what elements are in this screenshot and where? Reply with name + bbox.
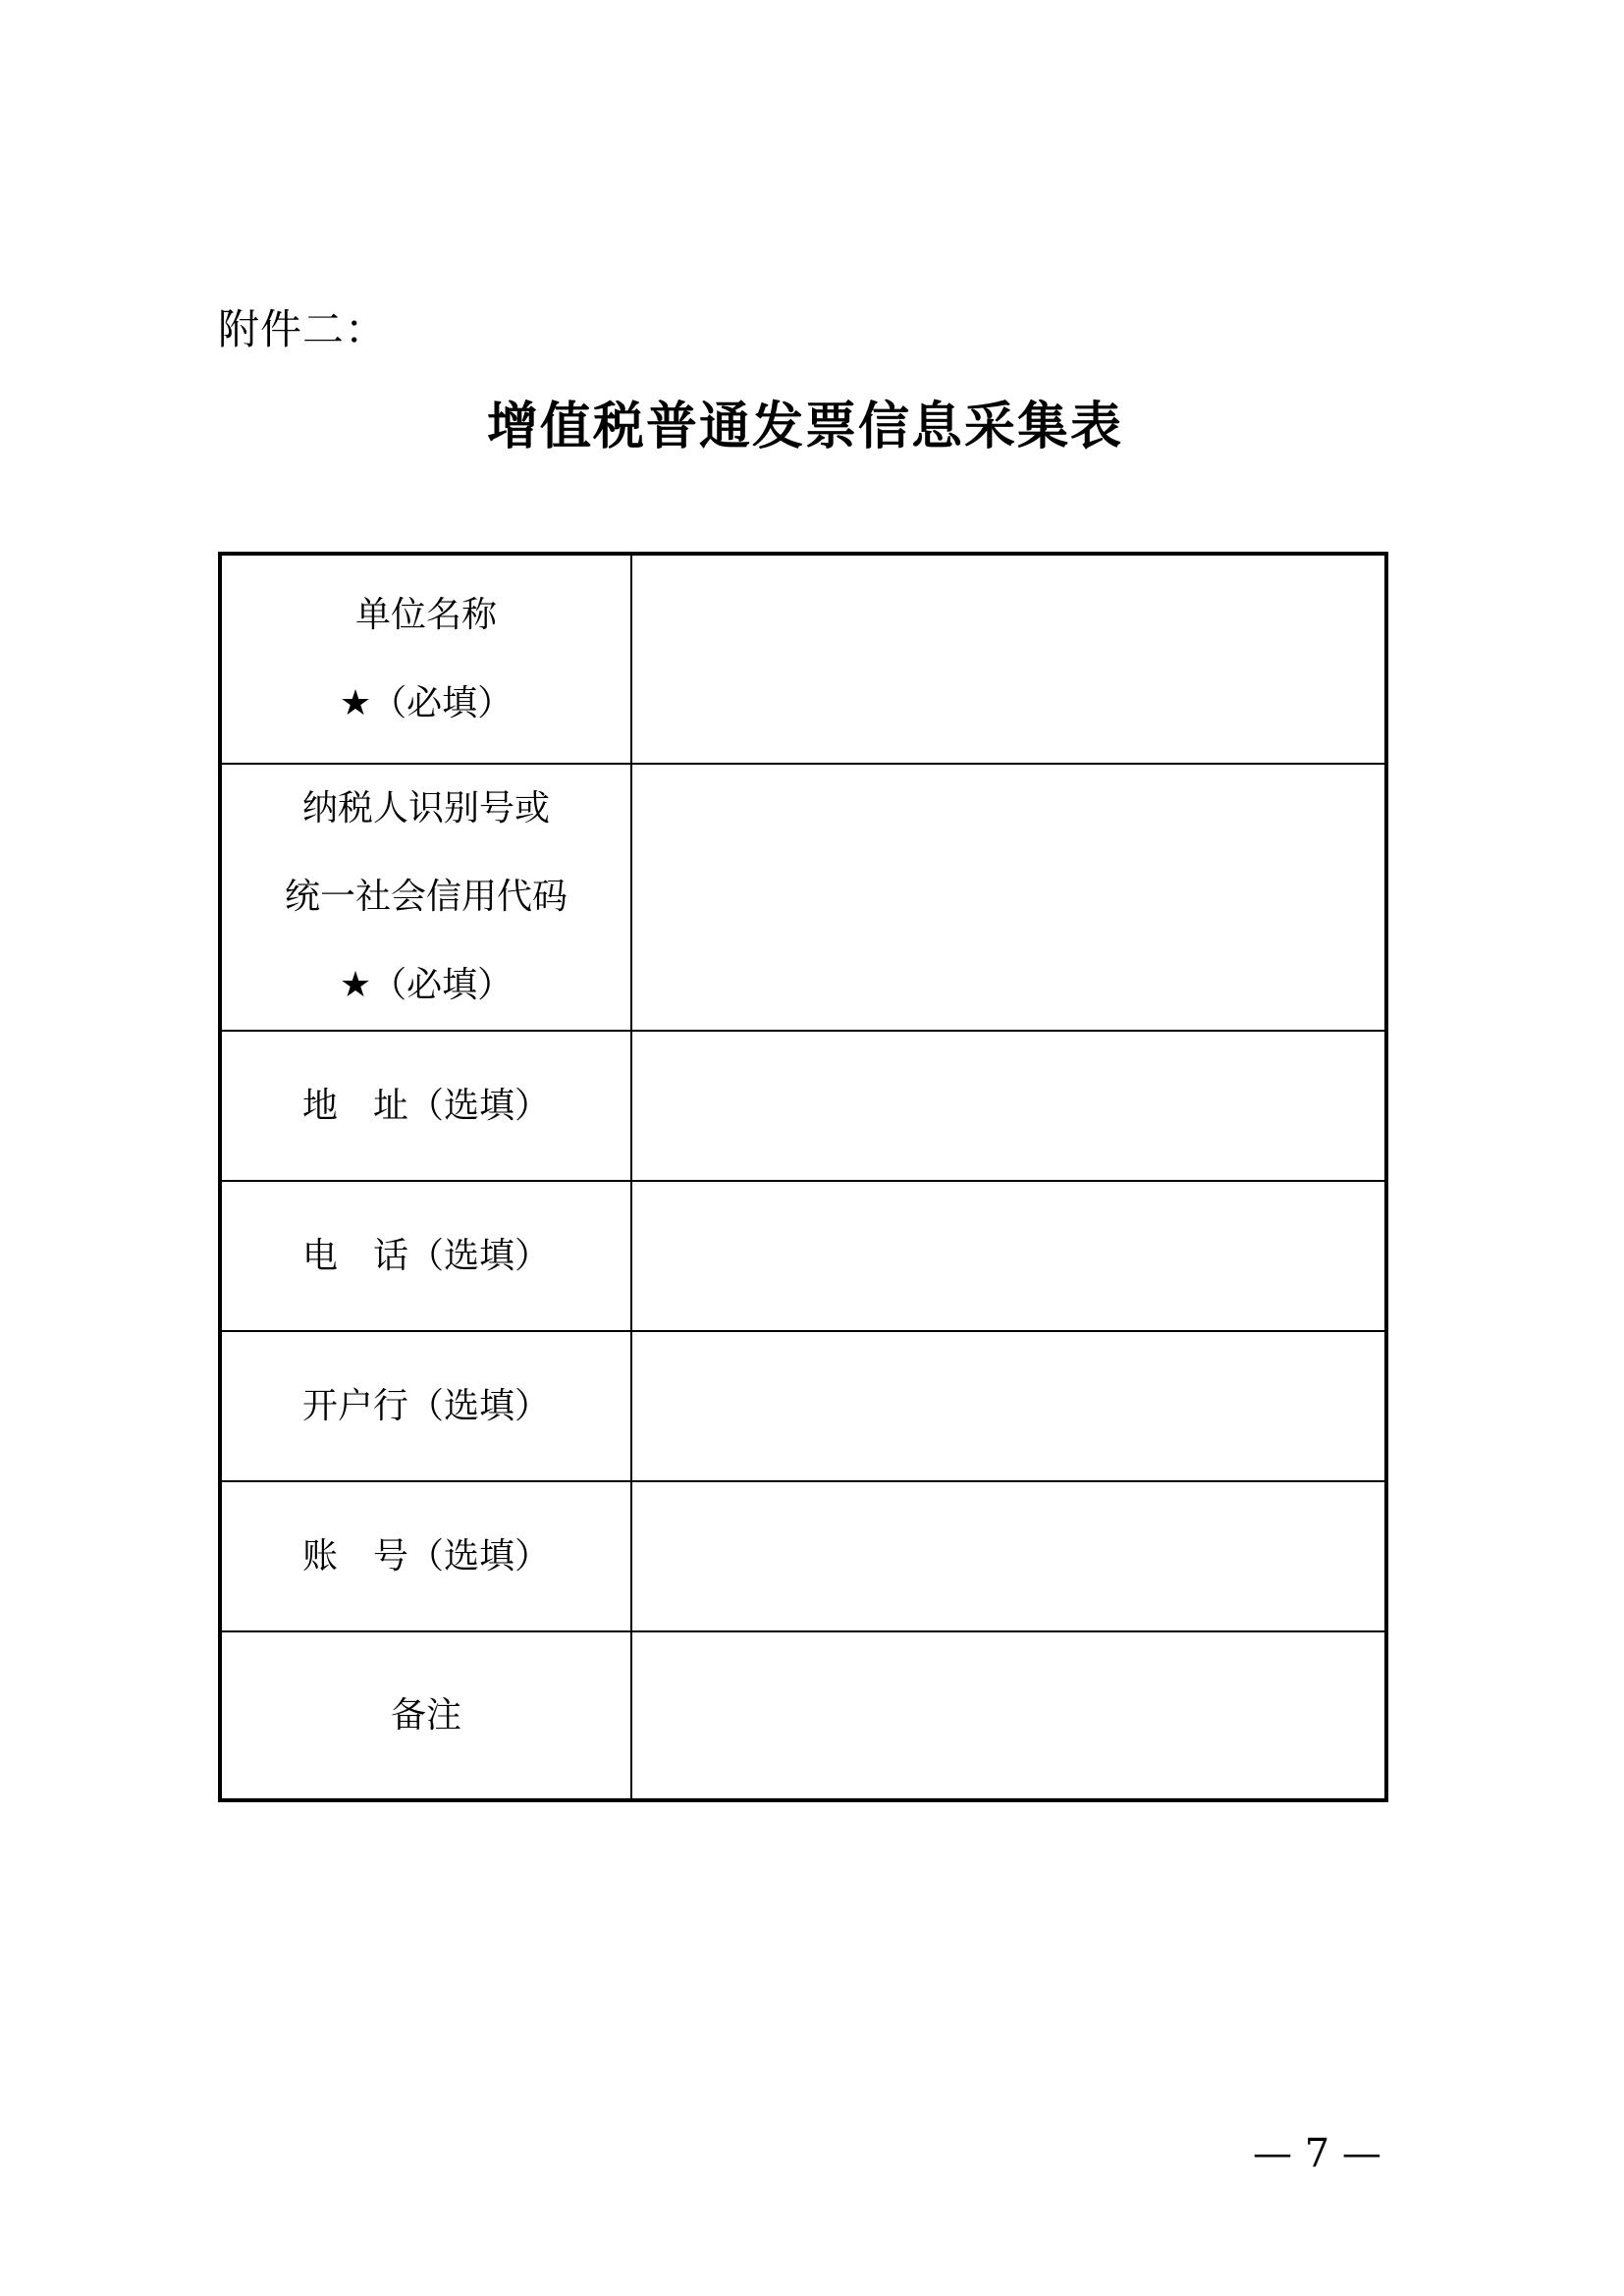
required-marker — [222, 660, 630, 748]
input-phone[interactable] — [631, 1181, 1386, 1331]
form-row-taxpayer-id — [220, 764, 1386, 1031]
input-account[interactable] — [631, 1481, 1386, 1631]
form-row-phone — [220, 1181, 1386, 1331]
label-account-text: 账 号（选填） — [301, 1535, 550, 1576]
label-bank-text: 开户行（选填） — [301, 1385, 550, 1426]
label-taxpayer-id-line1: 纳税人识别号或 — [301, 788, 550, 828]
required-text: （必填） — [371, 965, 514, 1005]
label-company-name-text: 单位名称 — [354, 594, 497, 635]
label-taxpayer-id — [220, 764, 631, 1031]
label-remarks — [220, 1631, 631, 1800]
star-icon: ★ — [339, 965, 372, 1005]
input-address[interactable] — [631, 1031, 1386, 1181]
form-row-remarks — [220, 1631, 1386, 1800]
form-row-address — [220, 1031, 1386, 1181]
label-bank — [220, 1331, 631, 1481]
label-account — [220, 1481, 631, 1631]
required-text: （必填） — [371, 682, 514, 723]
required-marker — [222, 941, 630, 1030]
form-row-account — [220, 1481, 1386, 1631]
label-phone — [220, 1181, 631, 1331]
document-title: 增值税普通发票信息采集表 — [486, 398, 1123, 456]
invoice-info-form — [218, 552, 1388, 1802]
input-remarks[interactable] — [631, 1631, 1386, 1800]
form-row-bank — [220, 1331, 1386, 1481]
label-company-name — [220, 554, 631, 764]
label-address — [220, 1031, 631, 1181]
label-remarks-text: 备注 — [390, 1694, 461, 1735]
form-row-company-name — [220, 554, 1386, 764]
page-number: — 7 — — [1253, 2131, 1381, 2176]
input-taxpayer-id[interactable] — [631, 764, 1386, 1031]
attachment-label: 附件二： — [218, 305, 388, 353]
input-bank[interactable] — [631, 1331, 1386, 1481]
input-company-name[interactable] — [631, 554, 1386, 764]
star-icon: ★ — [339, 682, 372, 723]
label-taxpayer-id-line2: 统一社会信用代码 — [284, 877, 568, 917]
label-address-text: 地 址（选填） — [301, 1085, 550, 1126]
label-phone-text: 电 话（选填） — [301, 1235, 550, 1276]
